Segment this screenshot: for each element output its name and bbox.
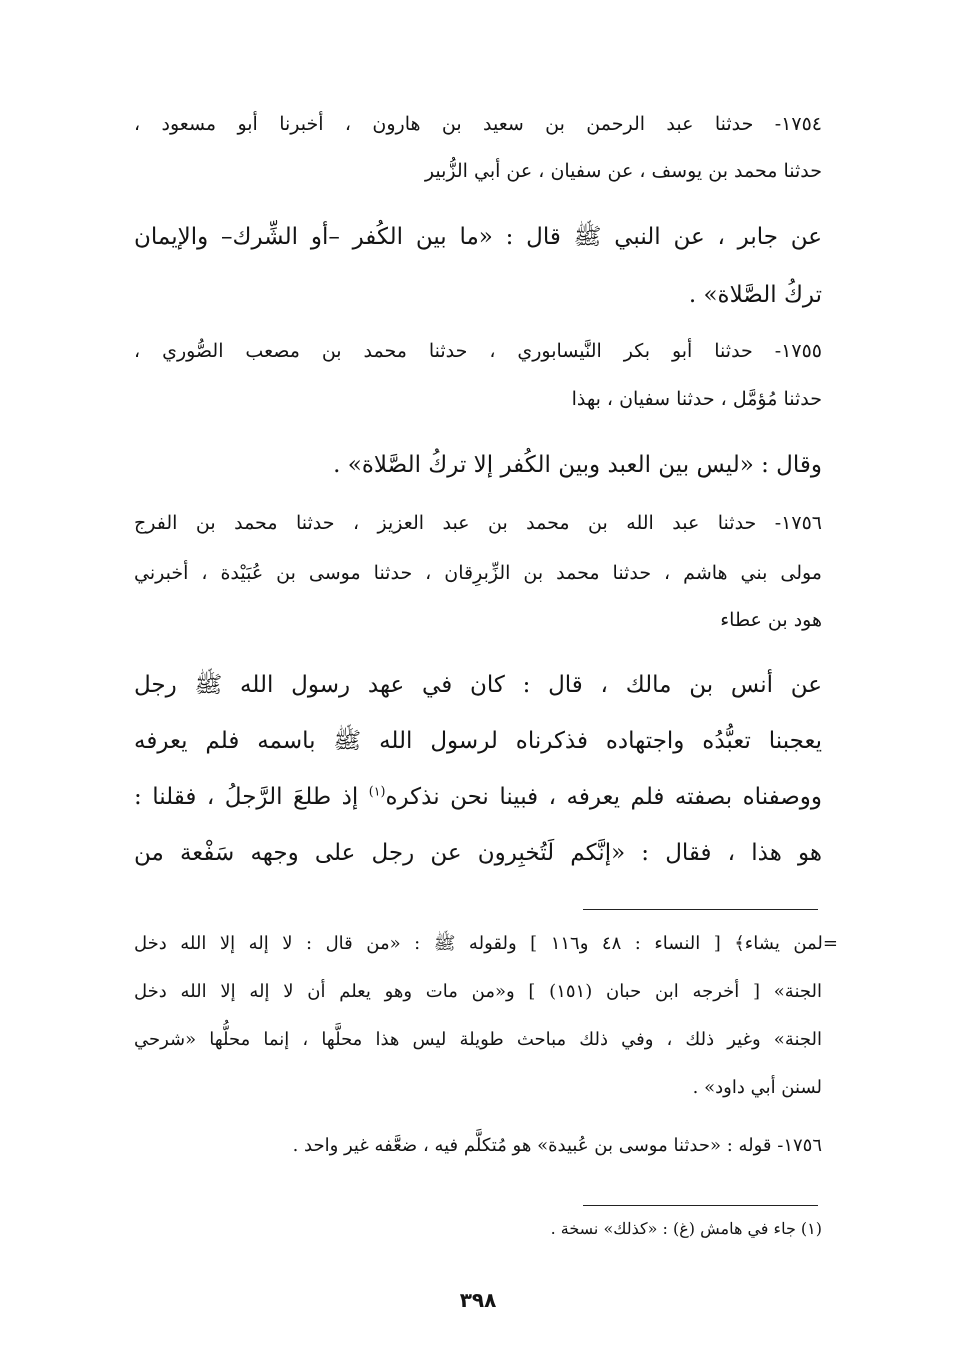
note-1756: ١٧٥٦- قوله : «حدثنا موسى بن عُبيدة» هو مُتكلَّم فيه ، ضعَّفه غير واحد . <box>292 1135 822 1156</box>
hadith-1756-matn-line-2: يعجبنا تعبُّدُه واجتهاده فذكرناه لرسول الله ﷺ باسمه فلم يعرفه <box>134 728 822 754</box>
hadith-1755-matn-line-1: وقال : «ليس بين العبد وبين الكُفر إلا تركُ الصَّلاة» . <box>333 452 822 478</box>
footnotes-separator-rule <box>583 1205 818 1206</box>
hadith-1754-isnad-line-2: حدثنا محمد بن يوسف ، عن سفيان ، عن أبي الزُّبير <box>424 160 822 182</box>
matn-segment-after-marker: إذ طلعَ الرَّجلُ ، فقلنا : <box>134 784 359 810</box>
hadith-1756-matn-line-3 <box>134 783 822 812</box>
hadith-1756-matn-line-4: هو هذا ، فقال : «إنَّكم لَتُخبِرون عن رجل على وجهه سَفْعة من <box>134 840 822 866</box>
hadith-1755-isnad-line-1: ١٧٥٥- حدثنا أبو بكر النَّيسابوري ، حدثنا محمد بن مصعب الصُّوري ، <box>134 340 822 362</box>
hadith-1754-isnad-line-1: ١٧٥٤- حدثنا عبد الرحمن بن سعيد بن هارون ، أخبرنا أبو مسعود ، <box>134 113 822 135</box>
hadith-1756-matn-line-1: عن أنس بن مالك ، قال : كان في عهد رسول الله ﷺ رجل <box>134 672 822 698</box>
footnote-marker-1[interactable]: (١) <box>368 783 386 799</box>
note-continued-line-2: الجنة» [ أخرجه ابن حبان (١٥١) ] و«من مات وهو يعلم أن لا إله إلا الله دخل <box>134 981 822 1002</box>
note-continued-line-1: =لمن يشاء﴾ [ النساء : ٤٨ و١١٦ ] ولقوله ﷺ : «من قال : لا إله إلا الله دخل <box>134 933 838 954</box>
hadith-1754-matn-line-2: تركُ الصَّلاة» . <box>688 282 822 308</box>
notes-separator-rule <box>583 909 818 910</box>
note-continued-line-4: لسنن أبي داود» . <box>692 1077 822 1098</box>
hadith-1756-isnad-line-3: هود بن عطاء <box>720 609 822 631</box>
hadith-1756-isnad-line-2: مولى بني هاشم ، حدثنا محمد بن الزِّبرِقان ، حدثنا موسى بن عُبَيْدة ، أخبرني <box>134 562 822 584</box>
hadith-1756-isnad-line-1: ١٧٥٦- حدثنا عبد الله بن محمد بن عبد العزيز ، حدثنا محمد بن الفرج <box>134 512 822 534</box>
note-continued-line-3: الجنة» وغير ذلك ، وفي ذلك مباحث طويلة ليس هذا محلَّها ، إنما محلُّها «شرحي <box>134 1029 822 1050</box>
footnote-1: (١) جاء في هامش (غ) : «كذلك» نسخة . <box>550 1219 822 1238</box>
hadith-1754-matn-line-1: عن جابر ، عن النبي ﷺ قال : «ما بين الكُفر –أو الشِّرك– والإيمان <box>134 224 822 250</box>
matn-segment-before-marker: ووصفناه بصفته فلم يعرفه ، فبينا نحن نذكره <box>385 784 823 810</box>
hadith-1755-isnad-line-2: حدثنا مُؤمَّل ، حدثنا سفيان ، بهذا <box>571 388 822 410</box>
page-number: ٣٩٨ <box>459 1288 497 1312</box>
